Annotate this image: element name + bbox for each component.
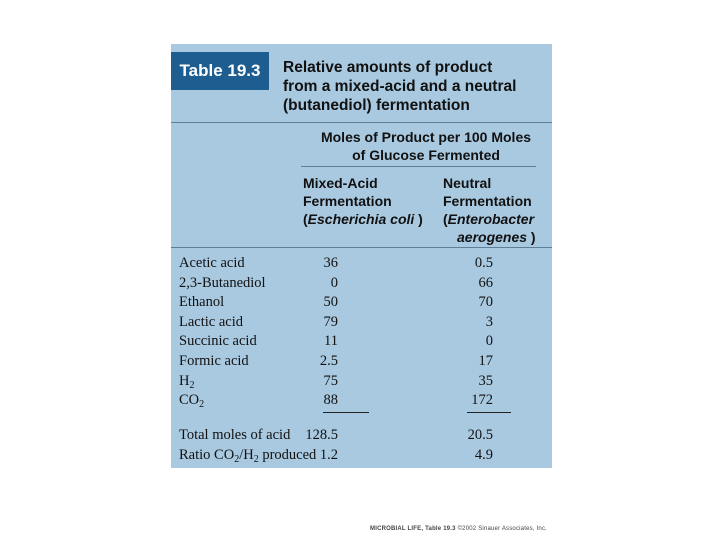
ratio-sub-2: 2 (253, 453, 259, 465)
ratio-label-b: /H (239, 446, 254, 463)
table-panel (171, 44, 552, 468)
ratio-label-c: produced (258, 446, 317, 463)
col1-line-1: Mixed-Acid (303, 175, 378, 191)
table-row (179, 274, 549, 294)
row-label: Acetic acid (179, 255, 245, 271)
neutral-value: 172 (471, 392, 493, 409)
neutral-value: 66 (478, 274, 493, 291)
footer-book: MICROBIAL LIFE, (370, 526, 424, 532)
col1-paren-open: ( (303, 211, 308, 227)
table-row (179, 254, 549, 274)
col2-line-4 (443, 228, 536, 246)
header-divider (171, 122, 552, 123)
neutral-value: 0.5 (474, 255, 493, 271)
row-label-main: CO (179, 392, 200, 409)
footer-ref: Table 19.3 (425, 526, 456, 532)
table-row (179, 293, 549, 313)
ratio-row (179, 446, 549, 466)
row-label-sub: 2 (189, 379, 195, 391)
table-title (283, 58, 543, 115)
neutral-value: 0 (485, 333, 493, 350)
title-line-1: Relative amounts of product (283, 59, 493, 76)
mixed-value: 36 (323, 255, 338, 271)
neutral-value: 70 (478, 294, 493, 311)
col2-paren-open: ( (443, 211, 448, 227)
footer-copyright: ©2002 Sinauer Associates, Inc. (457, 526, 548, 532)
total-mixed: 128.5 (305, 427, 338, 443)
table-number-badge: Table 19.3 (171, 52, 269, 90)
moles-heading (311, 128, 541, 164)
data-rows (179, 254, 549, 411)
source-footer (370, 526, 547, 532)
row-label: 2,3-Butanediol (179, 274, 266, 291)
table-row (179, 352, 549, 372)
mixed-value: 11 (324, 333, 338, 350)
table-row (179, 391, 549, 411)
col2-line-3 (443, 210, 536, 228)
column-header-mixed-acid (303, 174, 423, 228)
total-row (179, 426, 549, 446)
ratio-label (179, 446, 316, 466)
table-row (179, 313, 549, 333)
col1-organism: Escherichia coli (307, 211, 415, 227)
neutral-value: 3 (485, 313, 493, 330)
col1-line-3 (303, 210, 423, 228)
col2-line-1: Neutral (443, 175, 492, 191)
row-label-main: H (179, 372, 190, 389)
mixed-value: 88 (323, 392, 338, 409)
moles-line-2: of Glucose Fermented (352, 147, 500, 163)
total-neutral: 20.5 (467, 427, 493, 443)
mixed-value: 50 (323, 294, 338, 311)
col1-line-2: Fermentation (303, 193, 392, 209)
totals-block (179, 426, 549, 465)
row-label: Formic acid (179, 352, 249, 369)
column-header-divider (171, 247, 552, 248)
moles-line-1: Moles of Product per 100 Moles (320, 129, 532, 145)
row-label: Ethanol (179, 294, 225, 311)
table-row (179, 372, 549, 392)
row-label-sub: 2 (199, 399, 205, 411)
col2-organism-b: aerogenes (457, 229, 528, 245)
neutral-value: 35 (478, 372, 493, 389)
table-row (179, 332, 549, 352)
mixed-value: 79 (323, 313, 338, 330)
ratio-mixed: 1.2 (319, 446, 338, 463)
mixed-value: 0 (330, 274, 338, 291)
row-label: Lactic acid (179, 313, 243, 330)
title-line-2: from a mixed-acid and a neutral (283, 78, 517, 95)
col2-organism-a: Enterobacter (447, 211, 535, 227)
col2-line-2: Fermentation (443, 193, 532, 209)
moles-divider (301, 166, 536, 167)
row-label (179, 372, 194, 392)
ratio-label-a: Ratio CO (179, 446, 235, 463)
neutral-sum-line (467, 412, 511, 413)
column-header-neutral (443, 174, 536, 246)
row-label (179, 391, 204, 411)
title-line-3: (butanediol) fermentation (283, 97, 470, 114)
mixed-value: 2.5 (319, 352, 338, 369)
col1-paren-close: ) (414, 211, 423, 227)
ratio-neutral: 4.9 (474, 446, 493, 463)
table-header (171, 44, 552, 122)
row-label: Succinic acid (179, 333, 257, 350)
mixed-sum-line (323, 412, 369, 413)
col2-paren-close: ) (527, 229, 536, 245)
total-label: Total moles of acid (179, 427, 291, 443)
ratio-sub-1: 2 (234, 453, 240, 465)
neutral-value: 17 (478, 352, 493, 369)
mixed-value: 75 (323, 372, 338, 389)
